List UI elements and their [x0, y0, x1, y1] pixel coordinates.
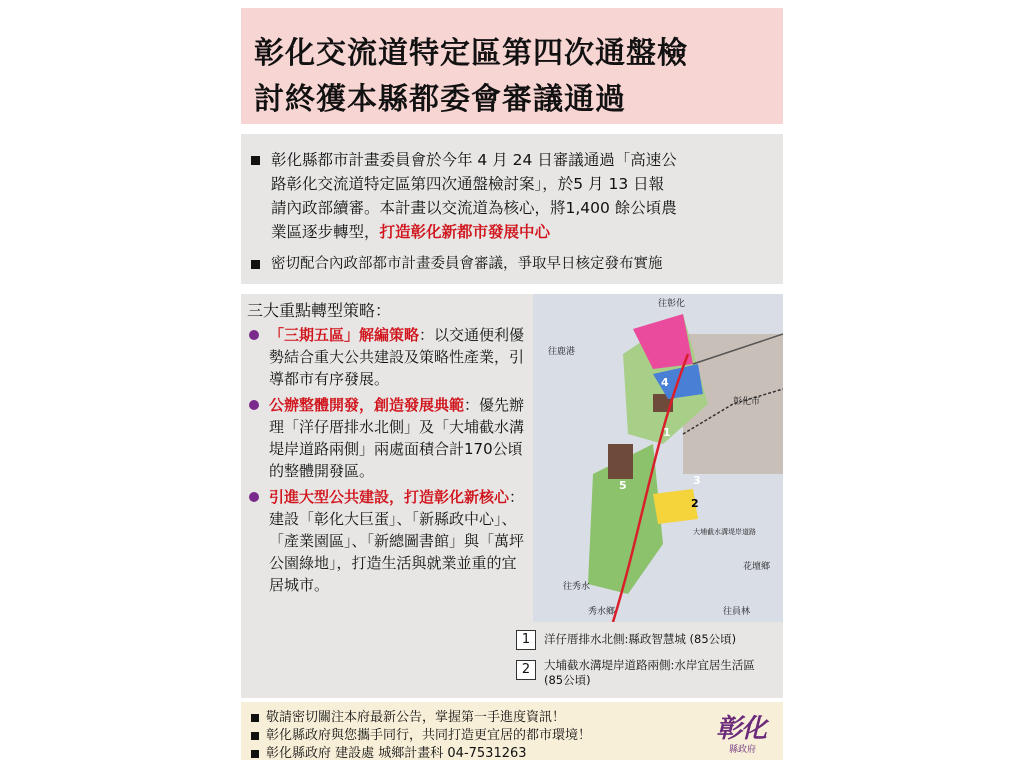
- strategy-item-3: [247, 486, 529, 596]
- title-banner: [241, 8, 783, 124]
- intro-bullet-2: [251, 252, 771, 276]
- square-bullet-icon: [251, 750, 259, 758]
- footer-box: [241, 702, 783, 760]
- map-label: 往秀水: [563, 582, 591, 592]
- strategy-3-text: ：建設「彰化大巨蛋」、「新縣政中心」、「產業園區」、「新總圖書館」與「萬坪公園綠地」，打造生活與就業並重的宜居城市。: [269, 488, 525, 594]
- title-line-2: 討終獲本縣都委會審議通過: [254, 82, 626, 117]
- map-label: 往鹿港: [548, 347, 576, 357]
- zone-number: 4: [661, 376, 669, 389]
- strategy-heading: 三大重點轉型策略：: [247, 301, 392, 320]
- map-label: 彰化市: [733, 397, 761, 407]
- legend-text: 洋仔厝排水北側:縣政智慧城 (85公頃): [544, 632, 737, 646]
- zone-number: 3: [693, 474, 701, 487]
- square-bullet-icon: [251, 260, 260, 269]
- county-logo: 彰化: [716, 714, 767, 744]
- strategy-item-1: [247, 324, 529, 390]
- title-line-1: 彰化交流道特定區第四次通盤檢: [254, 36, 688, 71]
- intro-text-2: 密切配合內政部都市計畫委員會審議，爭取早日核定發布實施: [271, 256, 663, 272]
- strategy-3-title: 引進大型公共建設，打造彰化新核心: [269, 488, 510, 506]
- intro-text-1d: 業區逐步轉型，: [271, 223, 380, 241]
- strategy-2-text: ：優先辦理「洋仔厝排水北側」及「大埔截水溝堤岸道路兩側」兩處面積合計170公頃的整體開發區。: [269, 396, 525, 480]
- intro-text-1b: 路彰化交流道特定區第四次通盤檢討案」，於5 月 13 日報: [271, 175, 665, 193]
- county-logo-sub: 縣政府: [729, 745, 757, 755]
- poster: [241, 8, 783, 760]
- map-label: 大埔截水溝堤岸道路: [693, 528, 756, 536]
- map-label: 花壇鄉: [743, 562, 771, 572]
- zoning-map: [533, 294, 783, 622]
- strategy-2-title: 公辦整體開發，創造發展典範: [269, 396, 465, 414]
- square-bullet-icon: [251, 732, 259, 740]
- purple-bullet-icon: [249, 492, 259, 502]
- purple-bullet-icon: [249, 400, 259, 410]
- footer-line-3: 彰化縣政府 建設處 城鄉計畫科 04-7531263: [251, 742, 527, 761]
- legend-number: 2: [516, 660, 536, 680]
- brown-zone: [608, 444, 633, 479]
- intro-section: [241, 134, 783, 284]
- intro-text-1a: 彰化縣都市計畫委員會於今年 4 月 24 日審議通過「高速公: [271, 151, 677, 169]
- map-label: 往員林: [723, 607, 751, 617]
- square-bullet-icon: [251, 156, 260, 165]
- intro-text-1c: 請內政部續審。本計畫以交流道為核心，將1,400 餘公頃農: [271, 199, 677, 217]
- purple-bullet-icon: [249, 330, 259, 340]
- square-bullet-icon: [251, 714, 259, 722]
- legend-text: 大埔截水溝堤岸道路兩側:水岸宜居生活區: [544, 658, 755, 672]
- footer-line-2: 彰化縣政府與您攜手同行，共同打造更宜居的都市環境！: [251, 724, 591, 743]
- map-label: 往彰化: [658, 299, 686, 309]
- zone-number: 2: [691, 497, 699, 510]
- map-label: 秀水鄉: [588, 607, 616, 617]
- zone-number: 5: [619, 479, 627, 492]
- footer-line-1: 敬請密切關注本府最新公告，掌握第一手進度資訊！: [251, 706, 565, 725]
- intro-highlight: 打造彰化新都市發展中心: [379, 223, 551, 241]
- legend-number: 1: [516, 630, 536, 650]
- zone-number: 1: [663, 426, 671, 439]
- legend-item-2: [516, 658, 781, 692]
- strategy-list: [247, 300, 529, 600]
- legend-text: (85公頃): [544, 673, 591, 687]
- strategy-1-text: ：以交通便利優勢結合重大公共建設及策略性產業，引導都市有序發展。: [269, 326, 525, 388]
- strategy-1-title: 「三期五區」解編策略: [269, 326, 420, 344]
- strategy-panel: [241, 294, 783, 698]
- strategy-item-2: [247, 394, 529, 482]
- legend-item-1: [516, 630, 781, 654]
- intro-bullet-1: [251, 148, 771, 244]
